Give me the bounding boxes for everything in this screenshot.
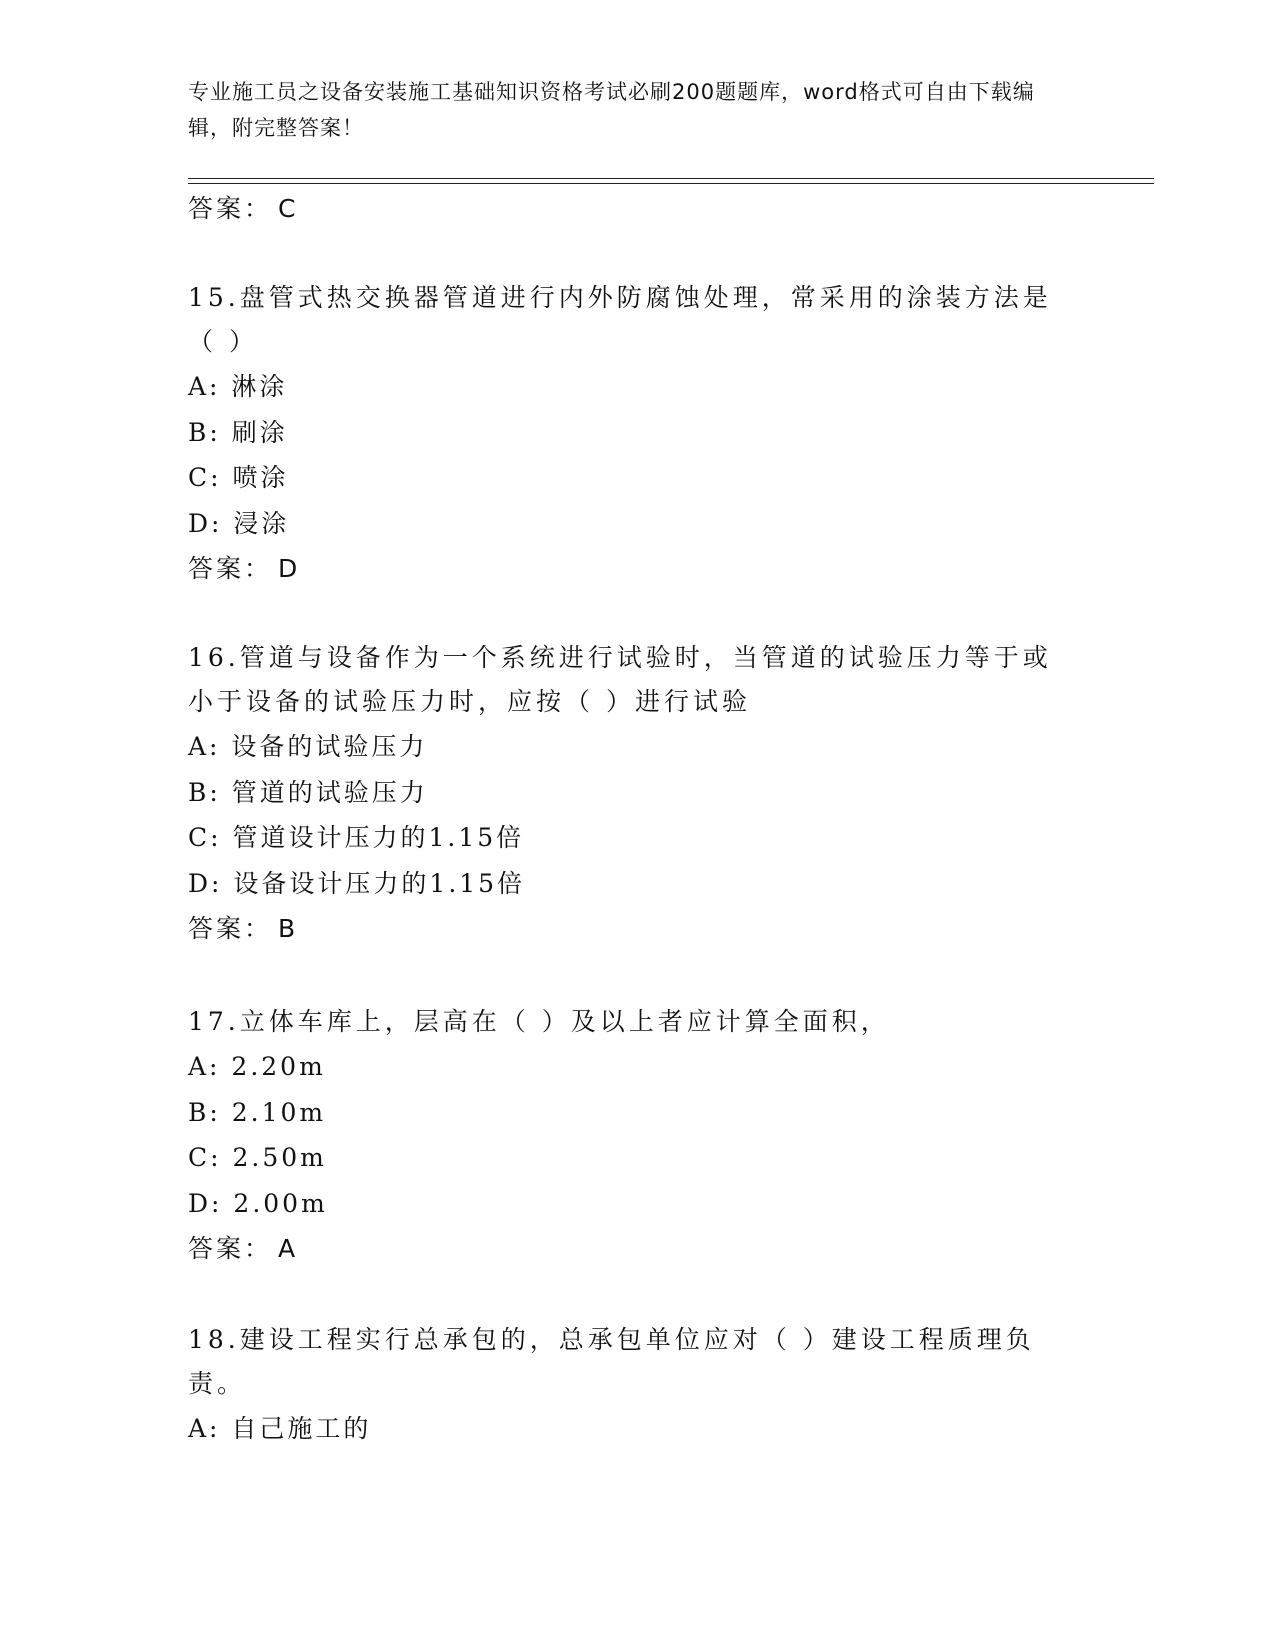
option-c: C: 喷涂 (188, 463, 289, 492)
option-d: D: 浸涂 (188, 508, 290, 538)
answer-value: B (278, 914, 299, 943)
answer (188, 1226, 1088, 1272)
question-16 (188, 636, 1058, 952)
answer-value: D (278, 554, 301, 583)
question-stem: 17.立体车库上，层高在（ ）及以上者应计算全面积， (188, 1007, 890, 1036)
option-b: B: 管道的试验压力 (188, 777, 428, 807)
question-17 (188, 1000, 1088, 1272)
answer-label: 答案： (188, 194, 273, 223)
question-stem: 16.管道与设备作为一个系统进行试验时，当管道的试验压力等于或小于设备的试验压力时，应按（ ）进行试验 (188, 643, 1052, 716)
answer-label: 答案： (188, 914, 273, 943)
answer-label: 答案： (188, 554, 273, 583)
answer-value: C (278, 194, 299, 223)
option-b: B: 刷涂 (188, 417, 288, 447)
answer (188, 906, 1058, 952)
option-c: C: 管道设计压力的1.15倍 (188, 823, 525, 852)
answer-label: 答案： (188, 1234, 273, 1263)
option-a: A: 设备的试验压力 (188, 732, 428, 761)
answer (188, 546, 1058, 592)
option-a: A: 2.20m (188, 1052, 326, 1081)
question-stem: 18.建设工程实行总承包的，总承包单位应对（ ）建设工程质理负责。 (188, 1325, 1035, 1398)
option-c: C: 2.50m (188, 1143, 327, 1172)
question-stem: 15.盘管式热交换器管道进行内外防腐蚀处理，常采用的涂装方法是（ ） (188, 283, 1052, 356)
option-a: A: 淋涂 (188, 372, 288, 401)
option-b: B: 2.10m (188, 1097, 327, 1127)
previous-answer (188, 186, 1088, 232)
header-rule-bottom (188, 183, 1154, 184)
option-a: A: 自己施工的 (188, 1414, 372, 1443)
question-18 (188, 1318, 1038, 1452)
question-15 (188, 276, 1058, 592)
header-rule-top (188, 178, 1154, 179)
option-d: D: 设备设计压力的1.15倍 (188, 868, 526, 898)
option-d: D: 2.00m (188, 1188, 328, 1218)
answer-value: A (278, 1234, 299, 1263)
document-header: 专业施工员之设备安装施工基础知识资格考试必刷200题题库，word格式可自由下载编辑，附完整答案！ (188, 80, 1035, 140)
